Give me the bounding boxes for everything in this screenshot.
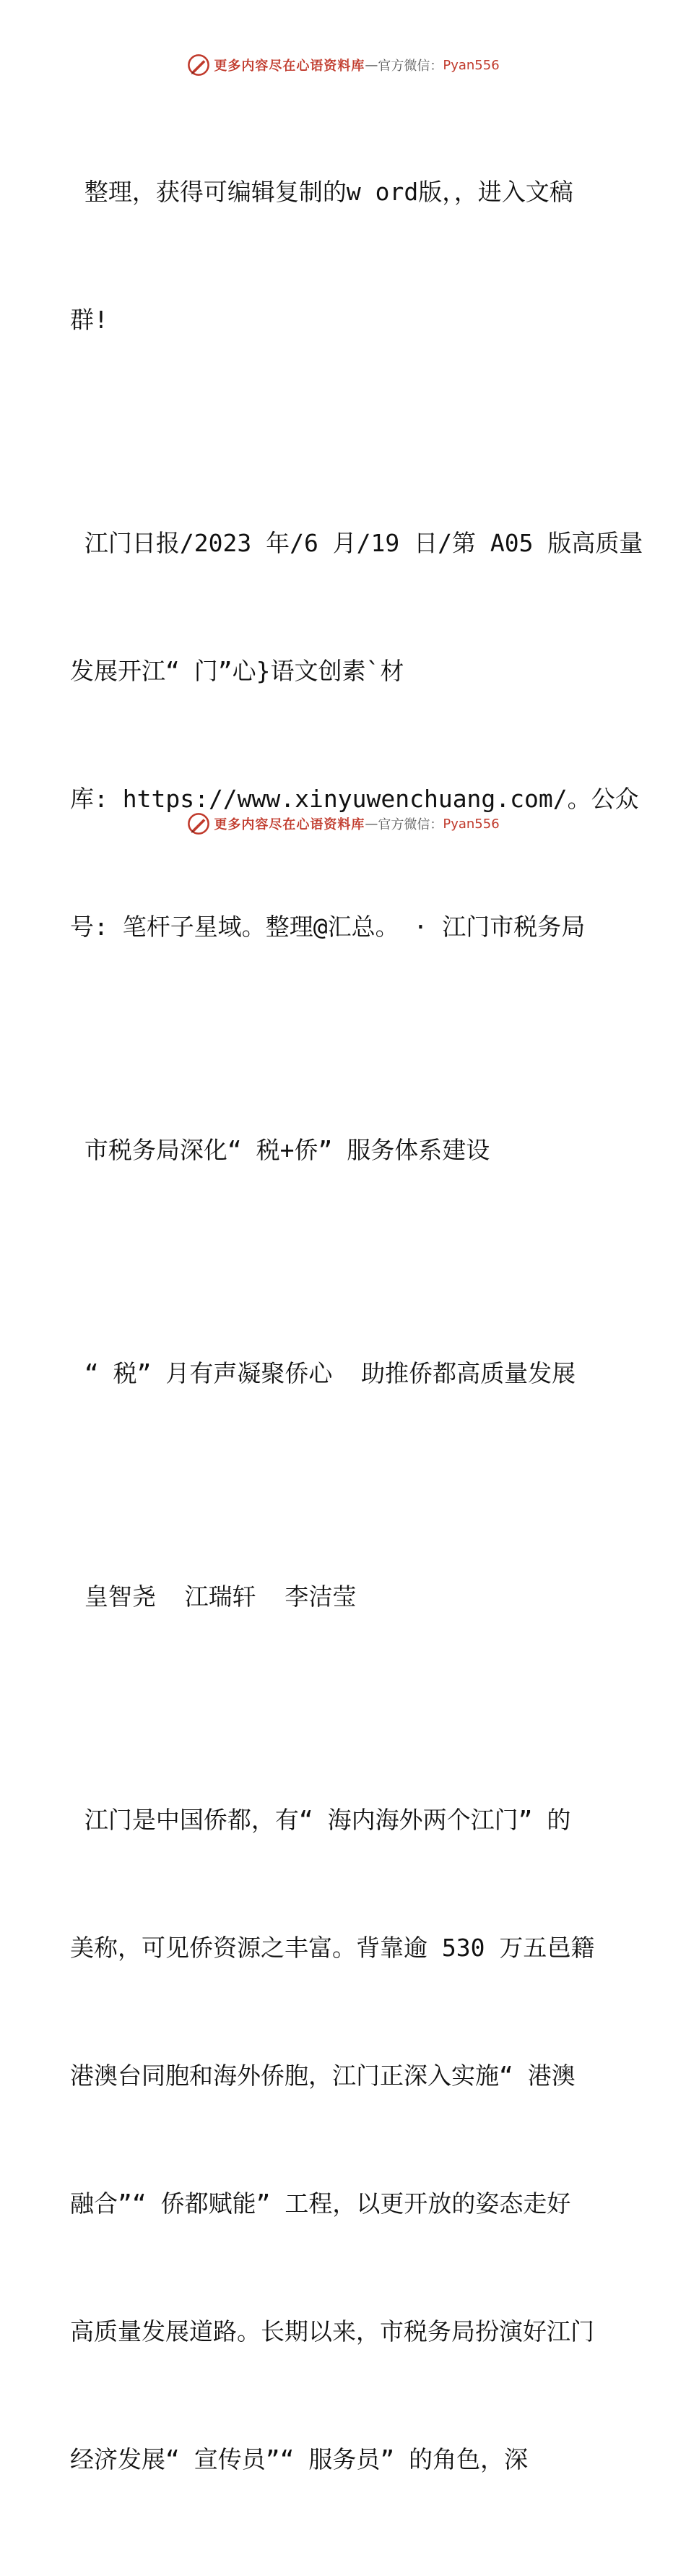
text-line: 市税务局深化“ 税+侨” 服务体系建设 (70, 1136, 490, 1164)
banner-account: Pyan556 (443, 57, 500, 73)
banner-label: 官方微信： (378, 59, 443, 74)
paragraph-body (70, 1713, 619, 2566)
document-body (70, 85, 643, 2576)
paragraph-intro (70, 85, 619, 426)
text-line: 发展开江“ 门”心}语文创素`材 (70, 657, 404, 685)
banner-separator: — (365, 816, 378, 832)
banner-separator: — (365, 57, 378, 73)
text-line: 号: 笔杆子星域。整理@汇总。 · 江门市税务局 (70, 913, 586, 941)
text-line: 整理，获得可编辑复制的w ord版，，进入文稿 (70, 178, 573, 206)
banner-account: Pyan556 (443, 816, 500, 832)
article-headline (70, 1043, 619, 1257)
text-line: 库: https://www.xinyuwenchuang.com/。公众 (70, 785, 639, 813)
text-line: 经济发展“ 宣传员”“ 服务员” 的角色，深 (70, 2445, 529, 2473)
footer-banner (0, 809, 686, 838)
banner-title: 更多内容尽在心语资料库 (214, 59, 365, 74)
article-subheadline (70, 1267, 619, 1480)
text-line: 群! (70, 306, 108, 334)
text-line: “ 税” 月有声凝聚侨心 助推侨都高质量发展 (70, 1359, 576, 1387)
text-line: 美称，可见侨资源之丰富。背靠逾 530 万五邑籍 (70, 1934, 595, 1962)
text-line: 江门日报/2023 年/6 月/19 日/第 A05 版高质量 (70, 529, 643, 557)
text-line: 皇智尧 江瑞轩 李洁莹 (70, 1582, 357, 1611)
pen-logo-icon (186, 53, 211, 77)
paragraph-source (70, 436, 643, 1033)
text-line: 高质量发展道路。长期以来，市税务局扮演好江门 (70, 2317, 594, 2345)
article-authors (70, 1490, 619, 1703)
text-line: 江门是中国侨都，有“ 海内海外两个江门” 的 (70, 1806, 571, 1834)
text-line: 港澳台同胞和海外侨胞，江门正深入实施“ 港澳 (70, 2062, 576, 2090)
text-line: 融合”“ 侨都赋能” 工程，以更开放的姿态走好 (70, 2189, 571, 2218)
header-banner (0, 51, 686, 79)
banner-label: 官方微信： (378, 817, 443, 832)
banner-title: 更多内容尽在心语资料库 (214, 817, 365, 832)
pen-logo-icon (186, 811, 211, 836)
